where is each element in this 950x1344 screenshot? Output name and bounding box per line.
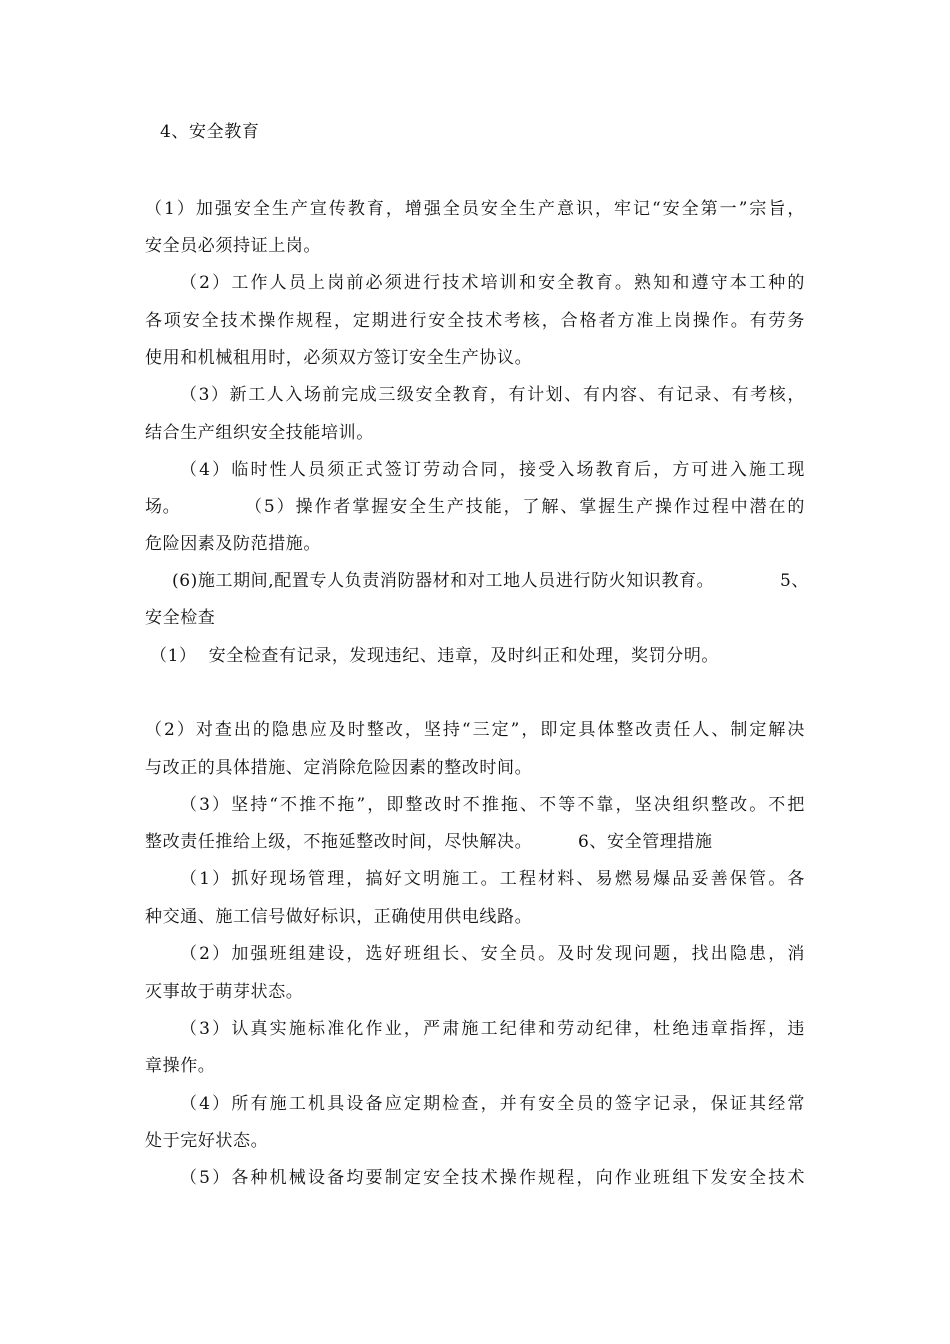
section-heading-safety-inspection — [145, 606, 805, 630]
section-heading-safety-education — [160, 120, 820, 144]
text-span: 结合生产组织安全技能培训。 — [145, 423, 374, 443]
paragraph-line — [180, 383, 805, 407]
text-span: （3）坚持“不推不拖”，即整改时不推拖、不等不靠，坚决组织整改。不把 — [180, 795, 805, 815]
text-span: （3）新工人入场前完成三级安全教育，有计划、有内容、有记录、有考核， — [180, 385, 805, 405]
text-span: 安全检查 — [145, 608, 216, 628]
paragraph-line — [172, 569, 832, 593]
text-span: （5）操作者掌握安全生产技能，了解、掌握生产操作过程中潜在的 — [245, 497, 805, 517]
text-span: （2）加强班组建设，选好班组长、安全员。及时发现问题，找出隐患，消 — [180, 944, 805, 964]
paragraph-line — [180, 1092, 805, 1116]
paragraph-line — [145, 421, 805, 445]
paragraph-line — [145, 346, 805, 370]
paragraph-line — [145, 718, 805, 742]
text-span: 各项安全技术操作规程，定期进行安全技术考核，合格者方准上岗操作。有劳务 — [145, 311, 805, 331]
paragraph-line — [145, 532, 805, 556]
text-span: （4）所有施工机具设备应定期检查，并有安全员的签字记录，保证其经常 — [180, 1094, 805, 1114]
text-span: 6、安全管理措施 — [578, 832, 713, 852]
text-span: 危险因素及防范措施。 — [145, 534, 321, 554]
paragraph-line — [180, 942, 805, 966]
text-span: （2）对查出的隐患应及时整改，坚持“三定”，即定具体整改责任人、制定解决 — [145, 720, 805, 740]
paragraph-line — [180, 458, 805, 482]
paragraph-line — [180, 1017, 805, 1041]
text-span: 种交通、施工信号做好标识，正确使用供电线路。 — [145, 907, 533, 927]
paragraph-line — [145, 234, 805, 258]
paragraph-line — [145, 309, 805, 333]
text-span: 使用和机械租用时，必须双方签订安全生产协议。 — [145, 348, 533, 368]
text-span: 安全员必须持证上岗。 — [145, 236, 321, 256]
text-span: 灭事故于萌芽状态。 — [145, 982, 304, 1002]
text-span: 整改责任推给上级，不拖延整改时间，尽快解决。 — [145, 832, 533, 852]
paragraph-line — [145, 756, 805, 780]
text-span: （5）各种机械设备均要制定安全技术操作规程，向作业班组下发安全技术 — [180, 1168, 805, 1188]
paragraph-line — [245, 495, 805, 519]
paragraph-line — [180, 793, 805, 817]
paragraph-line — [145, 980, 805, 1004]
heading-text: 4、安全教育 — [160, 122, 260, 142]
paragraph-line — [180, 867, 805, 891]
text-span: （3）认真实施标准化作业，严肃施工纪律和劳动纪律，杜绝违章指挥，违 — [180, 1019, 805, 1039]
paragraph-line — [145, 1129, 805, 1153]
text-span: （4）临时性人员须正式签订劳动合同，接受入场教育后，方可进入施工现 — [180, 460, 805, 480]
text-span: 处于完好状态。 — [145, 1131, 269, 1151]
text-span: 5、 — [780, 571, 810, 591]
paragraph-line — [150, 644, 810, 668]
text-span: （1）抓好现场管理，搞好文明施工。工程材料、易燃易爆品妥善保管。各 — [180, 869, 805, 889]
section-heading-safety-management — [578, 830, 778, 854]
text-span: (6)施工期间,配置专人负责消防器材和对工地人员进行防火知识教育。 — [172, 571, 715, 591]
paragraph-line — [145, 1054, 805, 1078]
text-span: （1） 安全检查有记录，发现违纪、违章，及时纠正和处理，奖罚分明。 — [150, 646, 720, 666]
paragraph-line — [180, 271, 805, 295]
paragraph-line — [145, 197, 805, 221]
paragraph-line — [145, 905, 805, 929]
paragraph-line — [180, 1166, 805, 1190]
text-span: 场。 — [145, 497, 181, 517]
text-span: 章操作。 — [145, 1056, 216, 1076]
text-span: （2）工作人员上岗前必须进行技术培训和安全教育。熟知和遵守本工种的 — [180, 273, 805, 293]
text-span: （1）加强安全生产宣传教育，增强全员安全生产意识，牢记“安全第一”宗旨， — [145, 199, 805, 219]
text-span: 与改正的具体措施、定消除危险因素的整改时间。 — [145, 758, 533, 778]
section-number-5 — [780, 569, 820, 593]
